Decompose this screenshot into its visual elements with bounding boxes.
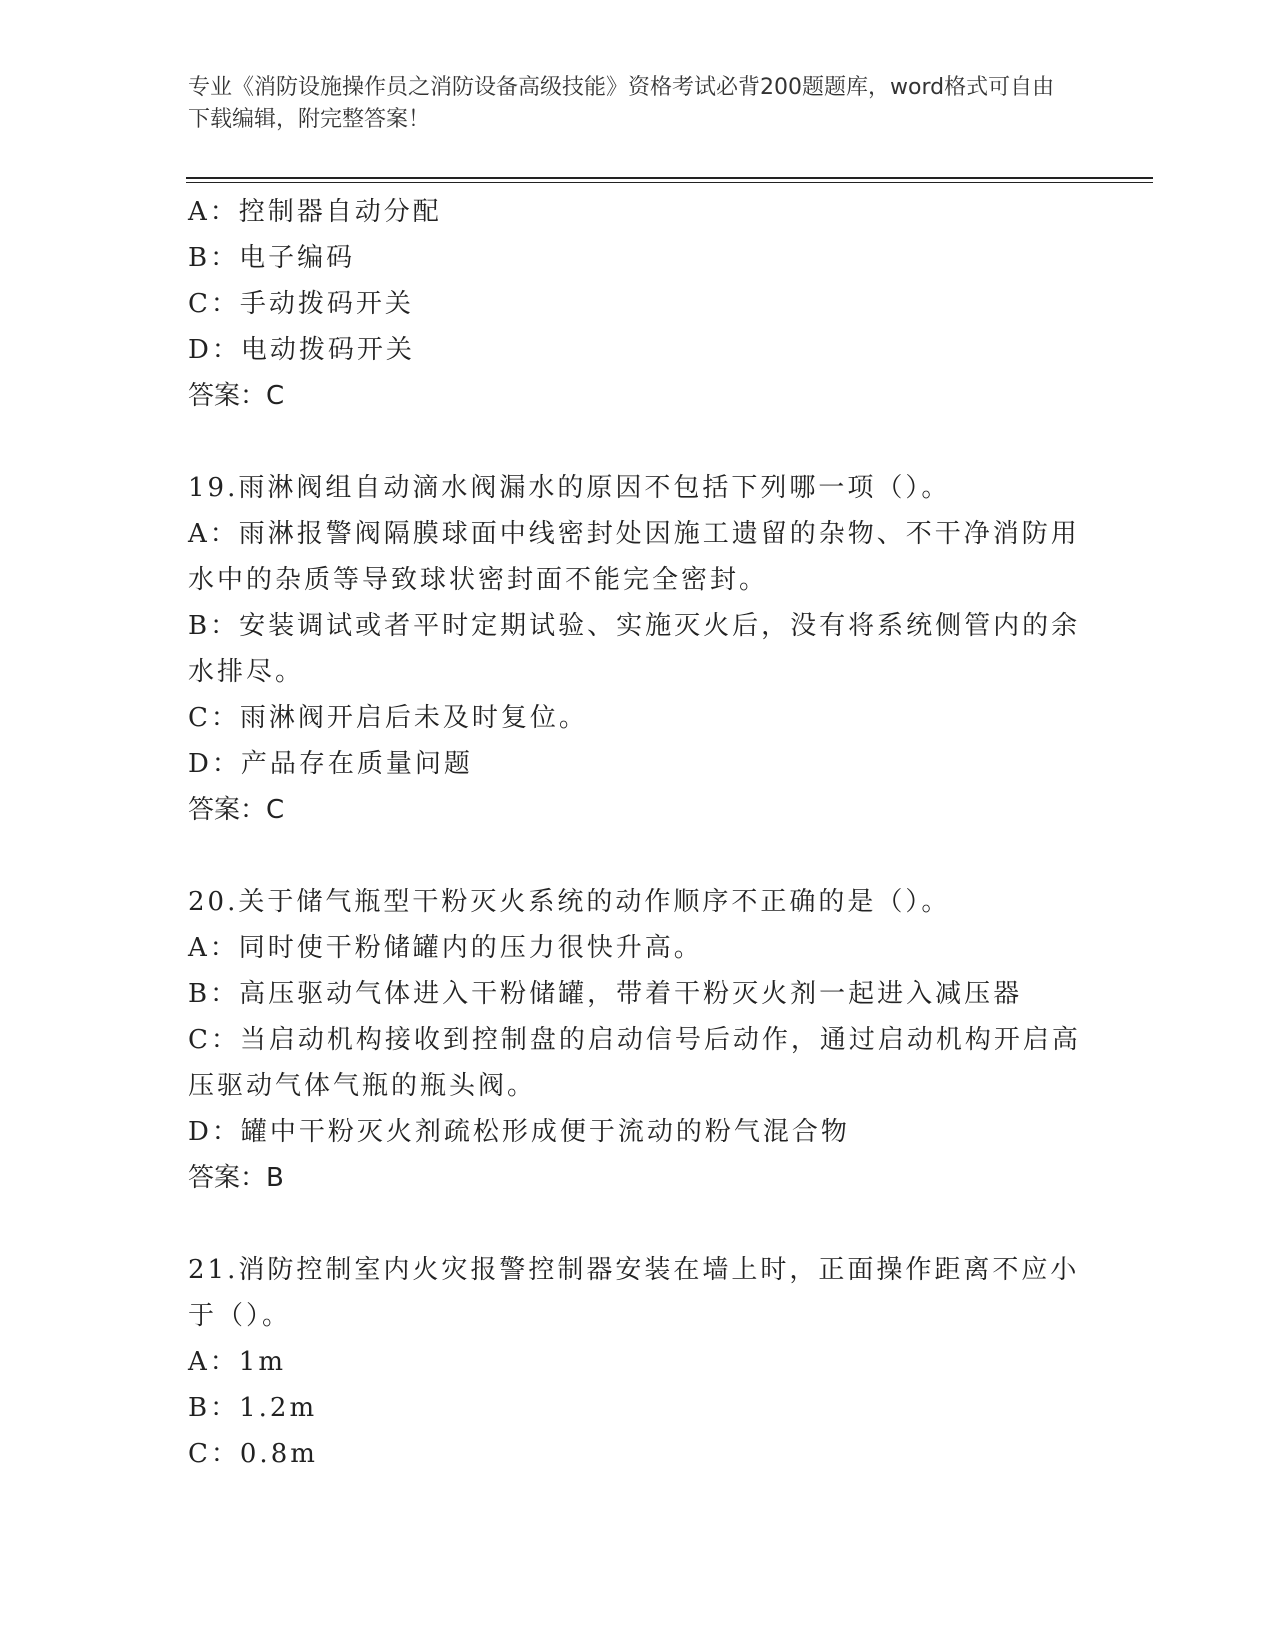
question-21-block xyxy=(188,1247,1088,1477)
option-a: A：控制器自动分配 xyxy=(188,197,442,227)
answer-label: 答案：C xyxy=(188,381,285,411)
option-b: B：安装调试或者平时定期试验、实施灭火后，没有将系统侧管内的余水排尽。 xyxy=(188,611,1081,687)
question-text: 20.关于储气瓶型干粉灭火系统的动作顺序不正确的是（）。 xyxy=(188,887,951,917)
question-20-block xyxy=(188,879,1088,1201)
question-19-block xyxy=(188,465,1088,833)
option-b: B：电子编码 xyxy=(188,243,356,273)
spacer xyxy=(188,419,1088,465)
option-c: C：雨淋阀开启后未及时复位。 xyxy=(188,703,588,733)
option-a: A：1m xyxy=(188,1347,286,1377)
option-c: C：手动拨码开关 xyxy=(188,289,414,319)
header-rule-thin xyxy=(186,182,1153,183)
answer-label: 答案：C xyxy=(188,795,285,825)
option-c: C：0.8m xyxy=(188,1439,318,1469)
option-d: D：产品存在质量问题 xyxy=(188,749,473,779)
option-d: D：罐中干粉灭火剂疏松形成便于流动的粉气混合物 xyxy=(188,1117,850,1147)
option-b: B：高压驱动气体进入干粉储罐，带着干粉灭火剂一起进入减压器 xyxy=(188,979,1023,1009)
spacer xyxy=(188,833,1088,879)
question-list xyxy=(188,189,1088,1477)
option-b: B：1.2m xyxy=(188,1393,318,1423)
question-text: 19.雨淋阀组自动滴水阀漏水的原因不包括下列哪一项（）。 xyxy=(188,473,951,503)
option-a: A：同时使干粉储罐内的压力很快升高。 xyxy=(188,933,703,963)
option-d: D：电动拨码开关 xyxy=(188,335,415,365)
question-18-block xyxy=(188,189,1088,419)
question-text: 21.消防控制室内火灾报警控制器安装在墙上时，正面操作距离不应小于（）。 xyxy=(188,1255,1080,1331)
header-rule-thick xyxy=(186,177,1153,179)
option-a: A：雨淋报警阀隔膜球面中线密封处因施工遗留的杂物、不干净消防用水中的杂质等导致球状密封面不能完全密封。 xyxy=(188,519,1080,595)
option-c: C：当启动机构接收到控制盘的启动信号后动作，通过启动机构开启高压驱动气体气瓶的瓶头阀。 xyxy=(188,1025,1081,1101)
document-header: 专业《消防设施操作员之消防设备高级技能》资格考试必背200题题库，word格式可自由下载编辑，附完整答案！ xyxy=(188,75,1055,132)
answer-label: 答案：B xyxy=(188,1163,284,1193)
spacer xyxy=(188,1201,1088,1247)
